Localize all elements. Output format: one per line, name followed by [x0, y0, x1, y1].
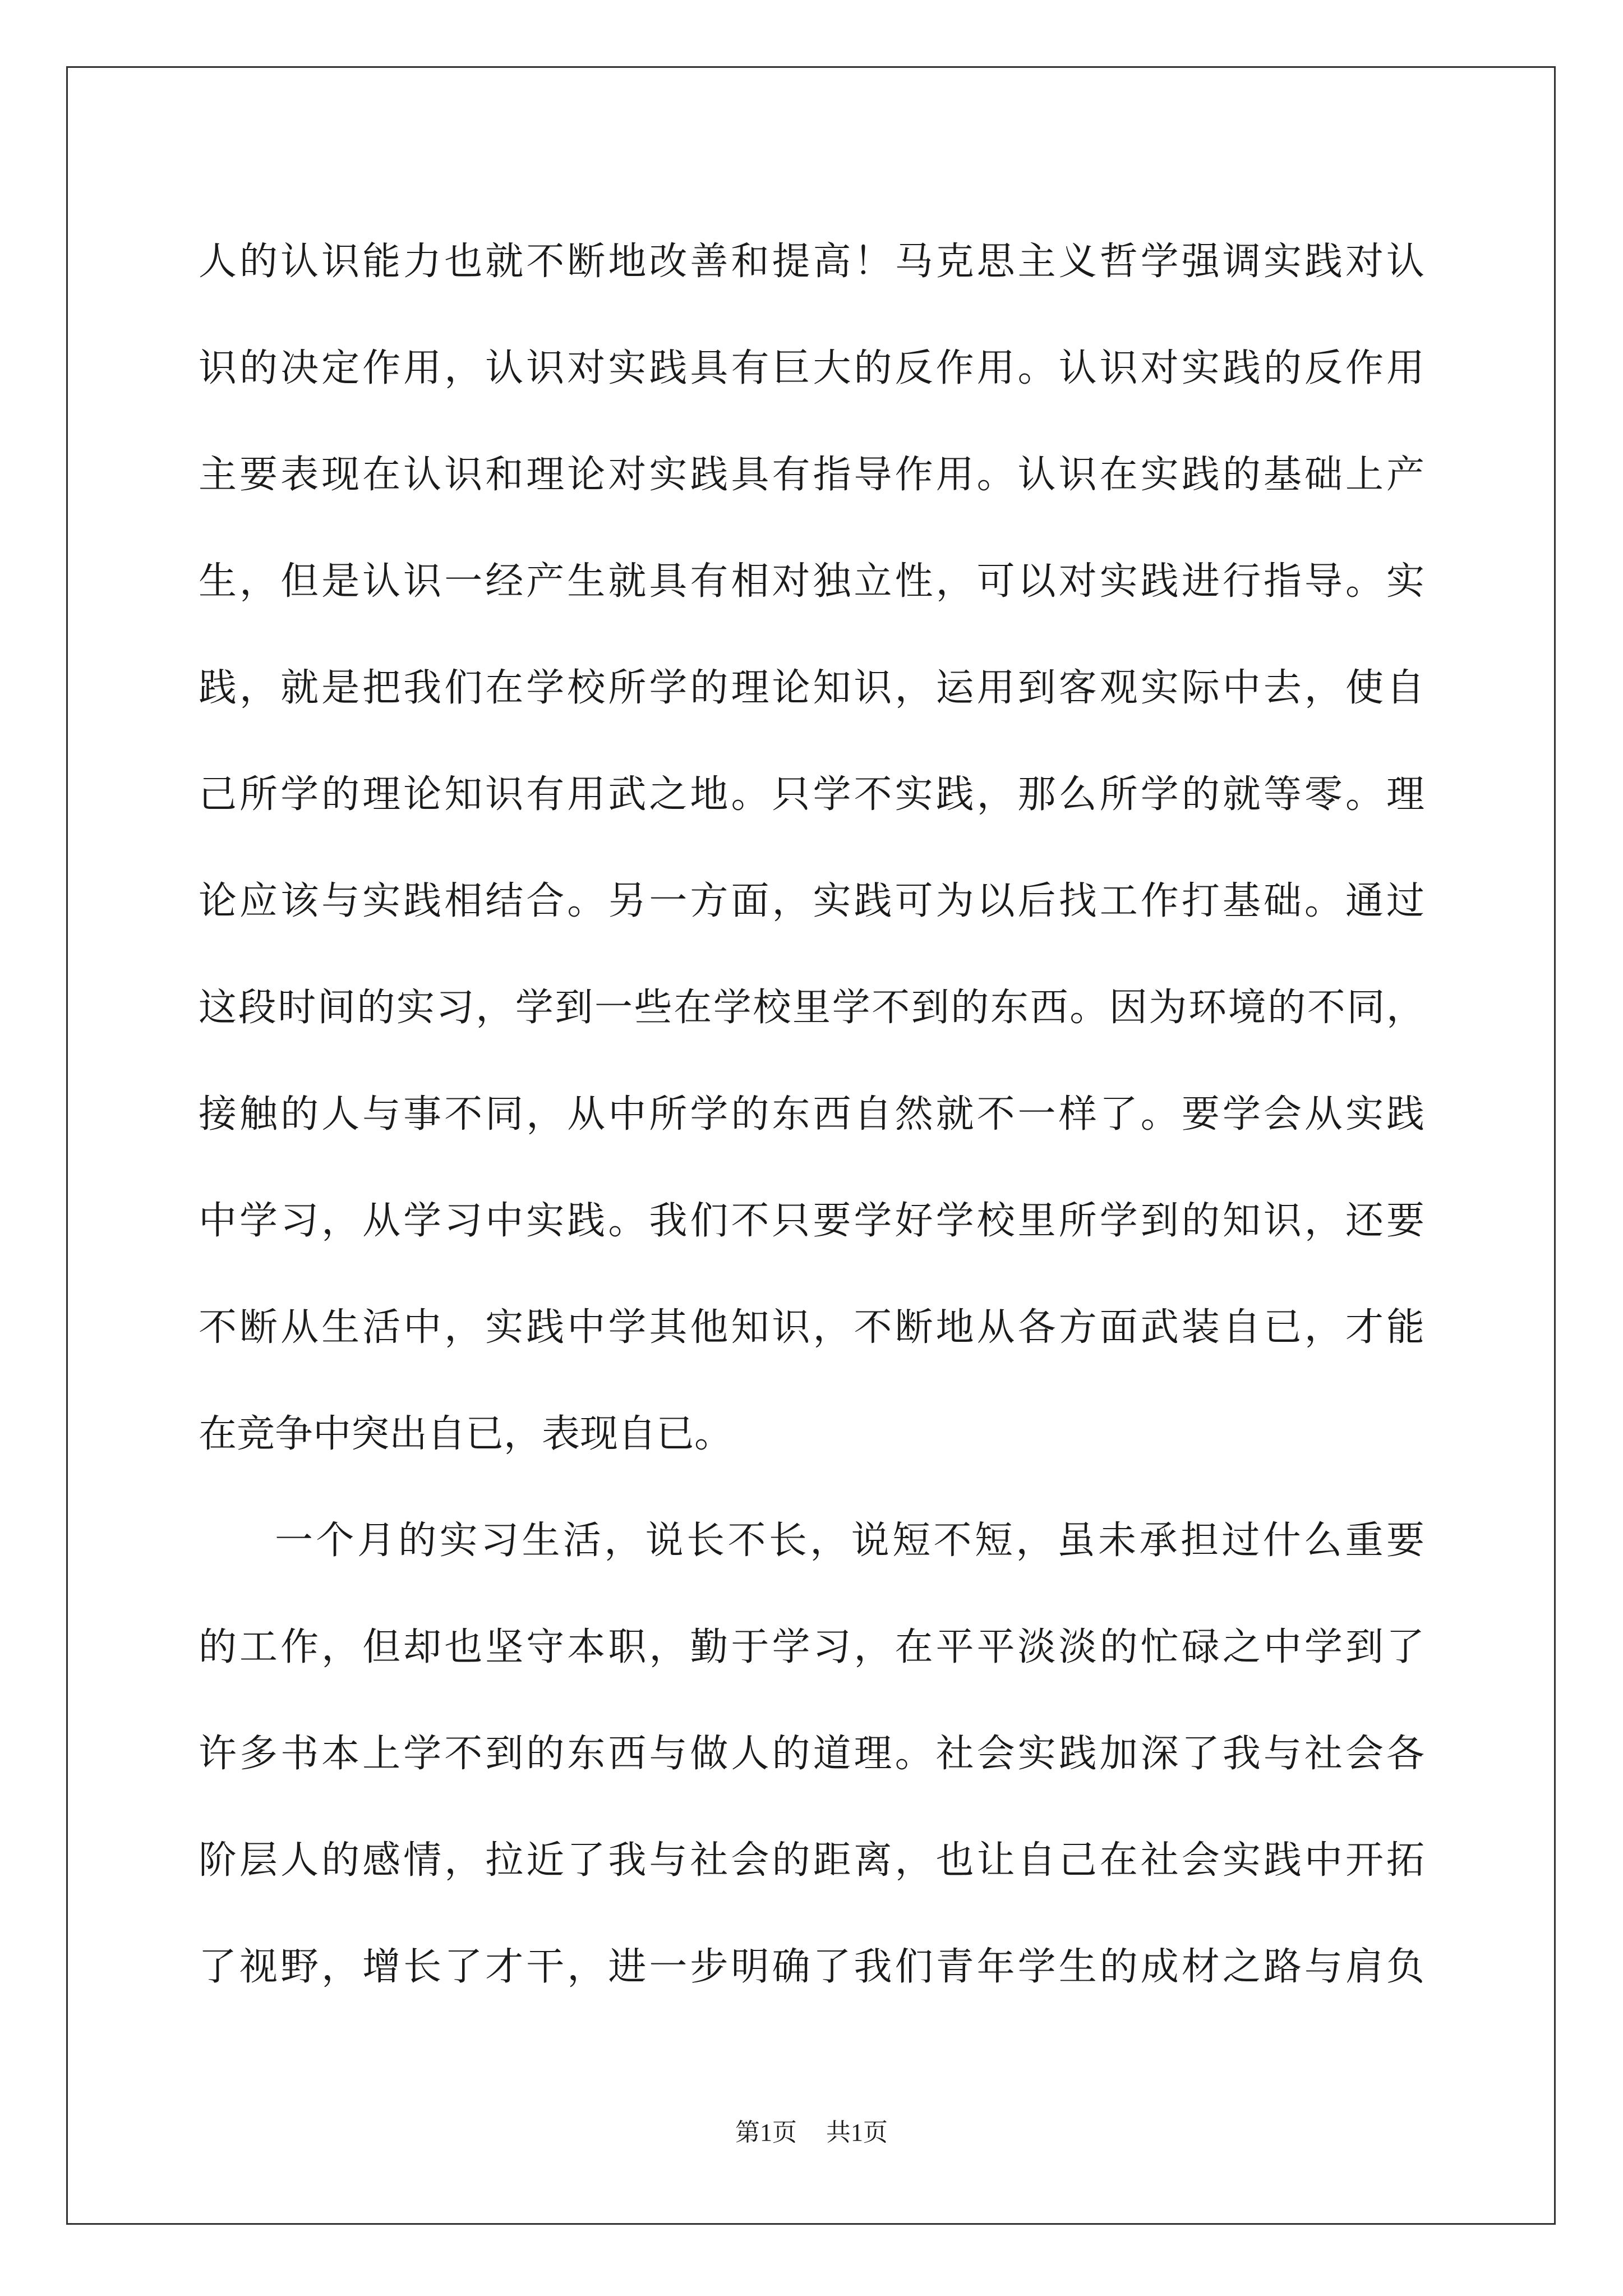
paragraph-2-line-3: 许多书本上学不到的东西与做人的道理。社会实践加深了我与社会各 [199, 1732, 1424, 1776]
document-body [199, 209, 1424, 2021]
paragraph-1-line-1: 人的认识能力也就不断地改善和提高！马克思主义哲学强调实践对认 [199, 240, 1424, 284]
paragraph-1-line-8: 这段时间的实习，学到一些在学校里学不到的东西。因为环境的不同， [199, 986, 1424, 1030]
paragraph-1-line-11: 不断从生活中，实践中学其他知识，不断地从各方面武装自已，才能 [199, 1305, 1424, 1350]
page-total: 共1页 [826, 2119, 888, 2146]
paragraph-1-line-3: 主要表现在认识和理论对实践具有指导作用。认识在实践的基础上产 [199, 453, 1424, 497]
paragraph-1-line-2: 识的决定作用，认识对实践具有巨大的反作用。认识对实践的反作用 [199, 346, 1424, 390]
paragraph-1-line-4: 生，但是认识一经产生就具有相对独立性，可以对实践进行指导。实 [199, 559, 1424, 604]
paragraph-1-line-12: 在竞争中突出自已，表现自已。 [199, 1412, 733, 1456]
paragraph-1-line-9: 接触的人与事不同，从中所学的东西自然就不一样了。要学会从实践 [199, 1092, 1424, 1137]
paragraph-2-line-4: 阶层人的感情，拉近了我与社会的距离，也让自己在社会实践中开拓 [199, 1838, 1424, 1883]
paragraph-2-line-5: 了视野，增长了才干，进一步明确了我们青年学生的成材之路与肩负 [199, 1945, 1424, 1989]
page-number: 第1页 [735, 2119, 797, 2146]
paragraph-1-line-10: 中学习，从学习中实践。我们不只要学好学校里所学到的知识，还要 [199, 1199, 1424, 1243]
paragraph-1-line-6: 己所学的理论知识有用武之地。只学不实践，那么所学的就等零。理 [199, 772, 1424, 817]
paragraph-2-line-2: 的工作，但却也坚守本职，勤于学习，在平平淡淡的忙碌之中学到了 [199, 1625, 1424, 1669]
paragraph-2-line-1: 一个月的实习生活，说长不长，说短不短，虽未承担过什么重要 [275, 1519, 1424, 1563]
page-footer [0, 2112, 1623, 2148]
paragraph-1-line-5: 践，就是把我们在学校所学的理论知识，运用到客观实际中去，使自 [199, 666, 1424, 710]
paragraph-1-line-7: 论应该与实践相结合。另一方面，实践可为以后找工作打基础。通过 [199, 879, 1424, 923]
